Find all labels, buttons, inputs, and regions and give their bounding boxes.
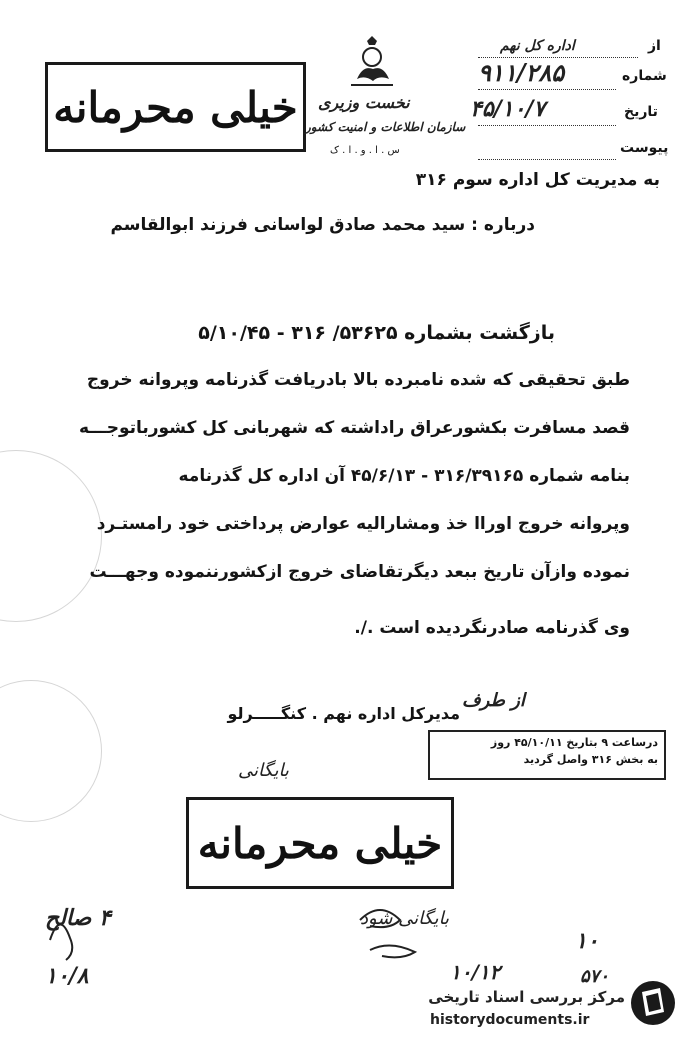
handwritten-signature-scribble <box>30 890 450 1010</box>
body-line-4: وپروانه خروج اوراا خذ ومشارالیه عوارض پرداختی خود رامستـرد <box>96 514 630 534</box>
registration-stamp <box>428 730 666 780</box>
signature-mark: از طرف <box>462 690 525 711</box>
registration-line-1: درساعت ۹ بتاریخ ۴۵/۱۰/۱۱ روز <box>490 736 658 749</box>
body-line-5: نموده وازآن تاریخ ببعد دیگرتقاضای خروج ازکشورننموده وجهـــت <box>89 562 630 582</box>
from-value: اداره کل نهم <box>500 38 575 54</box>
handwritten-archive-note: بایگانی <box>238 760 289 781</box>
lion-and-sun-emblem <box>343 35 401 91</box>
watermark-url: historydocuments.ir <box>430 1012 590 1028</box>
faint-seal-left-top <box>0 450 102 622</box>
agency-line-2: سازمان اطلاعات و امنیت کشور <box>305 120 466 134</box>
handwritten-left-date: ۱۰/۸ <box>45 963 89 989</box>
attachment-label: پیوست <box>620 140 669 156</box>
handwritten-right-note: ۱۰ <box>575 928 599 954</box>
agency-line-1: نخست وزیری <box>318 93 410 112</box>
date-underline <box>478 124 616 126</box>
reference-line: بازگشت بشماره ۵۳۶۲۵/ ۳۱۶ - ۵/۱۰/۴۵ <box>198 322 555 344</box>
handwritten-right-note-2: ۵۷۰ <box>580 966 610 987</box>
number-label: شماره <box>622 68 667 84</box>
signature-title: مدیرکل اداره نهم . کنگـــــرلو <box>227 704 460 723</box>
date-label: تاریخ <box>624 104 658 120</box>
classification-stamp-bottom: خیلی محرمانه <box>186 797 454 889</box>
date-value: ۴۵/۱۰/۷ <box>470 96 546 122</box>
attachment-underline <box>478 158 616 160</box>
number-underline <box>478 88 616 90</box>
handwritten-sign-note: بایگانی شود <box>360 908 450 929</box>
body-line-6: وی گذرنامه صادرنگردیده است ./. <box>354 618 630 638</box>
watermark-text: مرکز بررسی اسناد تاریخی <box>428 988 625 1006</box>
body-line-2: قصد مسافرت بکشورعراق راداشته که شهربانی کل کشورباتوجـــه <box>78 418 630 438</box>
classification-stamp-top: خیلی محرمانه <box>45 62 306 152</box>
body-line-3: بنامه شماره ۳۱۶/۳۹۱۶۵ - ۴۵/۶/۱۳ آن اداره کل گذرنامه <box>178 466 630 486</box>
registration-line-2: به بخش ۳۱۶ واصل گردید <box>523 753 658 766</box>
watermark-logo-icon <box>628 978 678 1028</box>
agency-line-3: س . ا . و . ا . ک <box>330 145 400 156</box>
subject-line: درباره : سید محمد صادق لواسانی فرزند ابوالقاسم <box>110 215 535 235</box>
addressee-line: به مدیریت کل اداره سوم ۳۱۶ <box>415 170 660 190</box>
number-value: ۹۱۱/۲۸۵ <box>478 58 565 87</box>
handwritten-left-note: ۴ صالح <box>45 905 111 931</box>
handwritten-bottom-date: ۱۰/۱۲ <box>450 960 501 984</box>
body-line-1: طبق تحقیقی که شده نامبرده بالا بادریافت گذرنامه وپروانه خروج <box>86 370 630 390</box>
faint-seal-left-bottom <box>0 680 102 822</box>
from-label: از <box>648 38 661 54</box>
